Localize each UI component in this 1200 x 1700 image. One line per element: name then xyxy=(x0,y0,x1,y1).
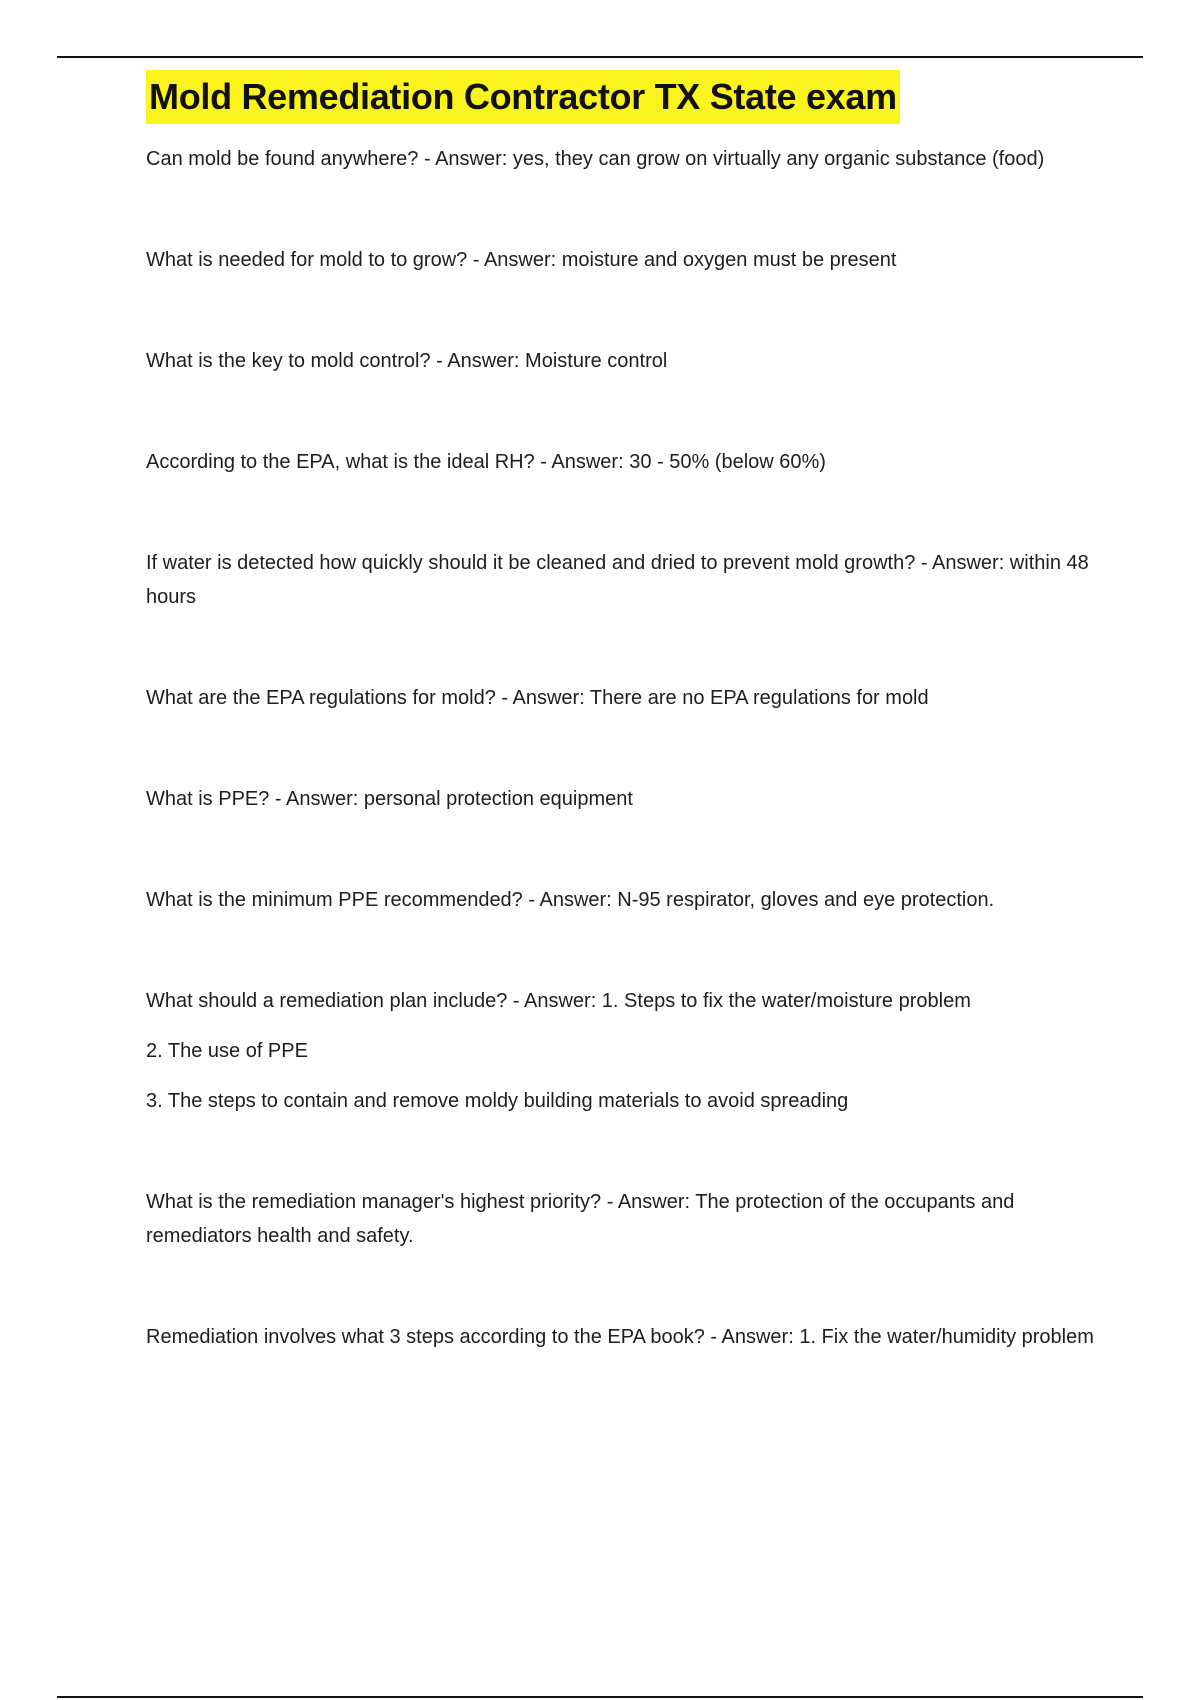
qa-text: What is the remediation manager's highest priority? - Answer: The protection of the occupants and remediators health and safety. xyxy=(146,1191,1015,1247)
qa-text: What is PPE? - Answer: personal protection equipment xyxy=(146,788,633,810)
qa-item-8 xyxy=(146,883,1096,917)
top-divider xyxy=(57,56,1143,58)
qa-item-1 xyxy=(146,142,1096,176)
document-title: Mold Remediation Contractor TX State exam xyxy=(146,70,900,124)
document-body xyxy=(146,70,1096,1421)
qa-item-5 xyxy=(146,546,1096,614)
qa-text: What are the EPA regulations for mold? - Answer: There are no EPA regulations for mold xyxy=(146,687,929,709)
qa-text: What is the key to mold control? - Answer: Moisture control xyxy=(146,350,668,372)
qa-text: Can mold be found anywhere? - Answer: yes, they can grow on virtually any organic substance (food) xyxy=(146,148,1045,170)
qa-list-line: 3. The steps to contain and remove moldy building materials to avoid spreading xyxy=(146,1090,849,1112)
qa-text: If water is detected how quickly should it be cleaned and dried to prevent mold growth? - Answer: within 48 hours xyxy=(146,552,1089,608)
qa-text: According to the EPA, what is the ideal RH? - Answer: 30 - 50% (below 60%) xyxy=(146,451,826,473)
qa-item-10 xyxy=(146,1185,1096,1253)
qa-item-2 xyxy=(146,243,1096,277)
qa-item-11 xyxy=(146,1320,1096,1354)
qa-text: What should a remediation plan include? - Answer: 1. Steps to fix the water/moisture problem xyxy=(146,990,971,1012)
qa-text: What is the minimum PPE recommended? - Answer: N-95 respirator, gloves and eye protection. xyxy=(146,889,995,911)
qa-item-7 xyxy=(146,782,1096,816)
qa-item-9 xyxy=(146,984,1096,1118)
qa-item-6 xyxy=(146,681,1096,715)
bottom-divider xyxy=(57,1696,1143,1698)
qa-item-3 xyxy=(146,344,1096,378)
qa-item-4 xyxy=(146,445,1096,479)
qa-list-line: 2. The use of PPE xyxy=(146,1040,308,1062)
qa-text: Remediation involves what 3 steps according to the EPA book? - Answer: 1. Fix the water/humidity problem xyxy=(146,1326,1094,1348)
qa-text: What is needed for mold to to grow? - Answer: moisture and oxygen must be present xyxy=(146,249,897,271)
